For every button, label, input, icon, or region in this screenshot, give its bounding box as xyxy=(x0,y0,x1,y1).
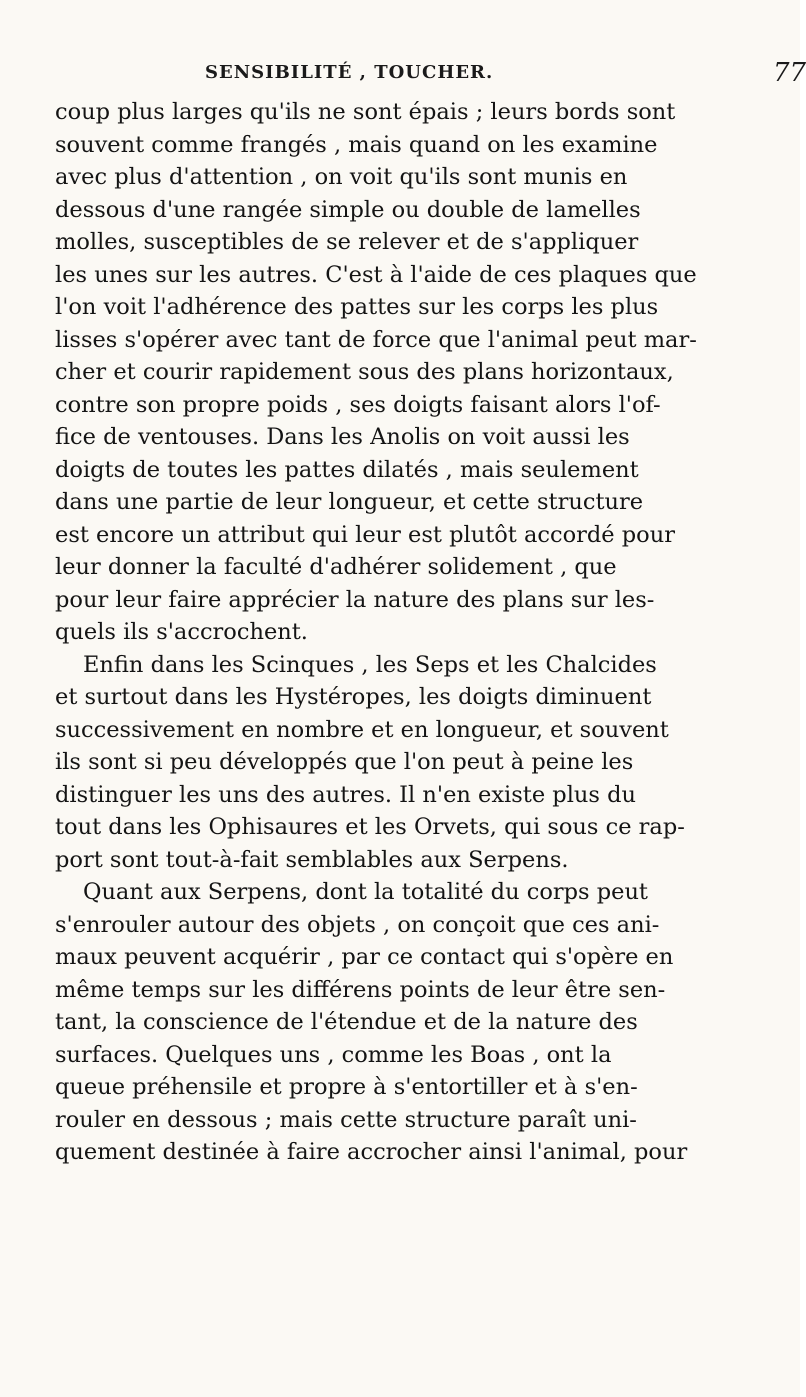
text-line: quement destinée à faire accrocher ainsi l'animal, pour xyxy=(55,1139,688,1165)
text-line: souvent comme frangés , mais quand on les examine xyxy=(55,131,658,158)
text-line: lisses s'opérer avec tant de force que l'animal peut mar- xyxy=(55,326,697,353)
text-line: l'on voit l'adhérence des pattes sur les corps les plus xyxy=(55,294,659,320)
text-line: distinguer les uns des autres. Il n'en existe plus du xyxy=(55,781,636,808)
text-line: successivement en nombre et en longueur, et souvent xyxy=(55,716,669,743)
text-line: avec plus d'attention , on voit qu'ils sont munis en xyxy=(55,164,628,190)
text-line: molles, susceptibles de se relever et de s'appliquer xyxy=(55,229,639,255)
text-line: contre son propre poids , ses doigts faisant alors l'of- xyxy=(55,391,661,418)
text-line: port sont tout-à-fait semblables aux Serpens. xyxy=(55,846,569,873)
text-line: surfaces. Quelques uns , comme les Boas , ont la xyxy=(55,1041,612,1068)
text-line: tant, la conscience de l'étendue et de la nature des xyxy=(55,1009,638,1035)
text-line: coup plus larges qu'ils ne sont épais ; leurs bords sont xyxy=(55,99,676,125)
page-header xyxy=(205,58,806,98)
text-line: dans une partie de leur longueur, et cette structure xyxy=(55,489,644,515)
text-line: quels ils s'accrochent. xyxy=(55,619,308,645)
text-line: rouler en dessous ; mais cette structure paraît uni- xyxy=(55,1106,637,1133)
text-line: maux peuvent acquérir , par ce contact qui s'opère en xyxy=(55,944,674,970)
text-line: leur donner la faculté d'adhérer solidement , que xyxy=(55,554,617,580)
text-line: même temps sur les différens points de leur être sen- xyxy=(55,976,666,1003)
body-text xyxy=(55,96,800,1169)
text-line: s'enrouler autour des objets , on conçoit que ces ani- xyxy=(55,911,660,938)
text-line: les unes sur les autres. C'est à l'aide de ces plaques que xyxy=(55,261,697,288)
text-line: doigts de toutes les pattes dilatés , mais seulement xyxy=(55,456,639,483)
text-line: pour leur faire apprécier la nature des plans sur les- xyxy=(55,586,655,613)
text-line: fice de ventouses. Dans les Anolis on voit aussi les xyxy=(55,424,630,450)
text-line: dessous d'une rangée simple ou double de lamelles xyxy=(55,196,641,223)
text-line: est encore un attribut qui leur est plutôt accordé pour xyxy=(55,521,675,548)
page-number: 77 xyxy=(773,58,806,88)
running-head: SENSIBILITÉ , TOUCHER. xyxy=(205,62,494,83)
text-line: cher et courir rapidement sous des plans horizontaux, xyxy=(55,359,674,385)
text-line: queue préhensile et propre à s'entortiller et à s'en- xyxy=(55,1074,638,1100)
text-line: tout dans les Ophisaures et les Orvets, qui sous ce rap- xyxy=(55,814,685,840)
paragraph-start-line: Enfin dans les Scinques , les Seps et les Chalcides xyxy=(83,651,657,678)
text-line: ils sont si peu développés que l'on peut à peine les xyxy=(55,749,634,775)
paragraph-start-line: Quant aux Serpens, dont la totalité du corps peut xyxy=(83,879,648,905)
text-line: et surtout dans les Hystéropes, les doigts diminuent xyxy=(55,684,652,710)
